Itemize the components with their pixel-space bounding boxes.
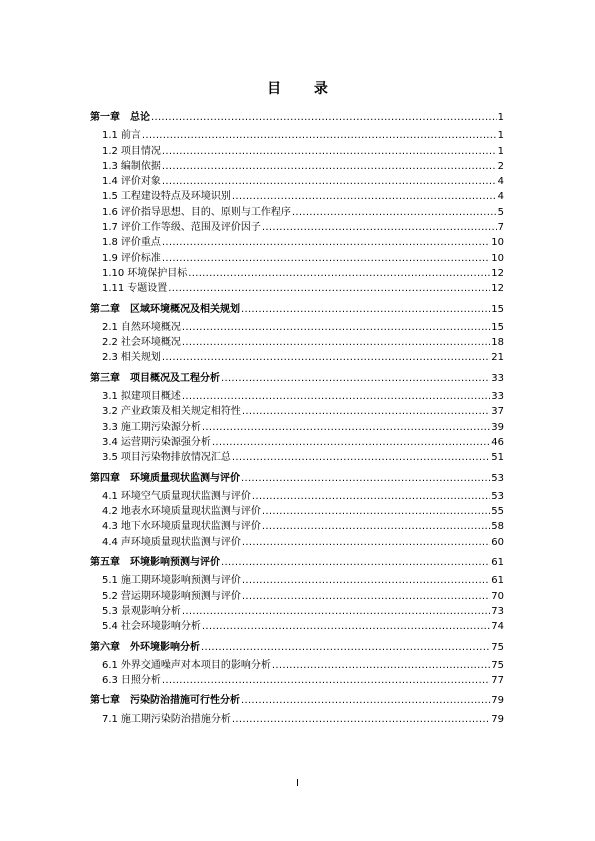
page-number: I xyxy=(296,778,299,789)
toc-entry-title: 评价重点 xyxy=(120,237,161,249)
toc-entry-number: 1.2 xyxy=(102,145,118,157)
toc-entry-number: 6.1 xyxy=(102,659,118,671)
toc-entry-title: 前言 xyxy=(120,130,141,142)
toc-chapter-entry[interactable] xyxy=(90,640,504,655)
toc-entry-number: 4.1 xyxy=(102,490,118,502)
toc-entry-page: 39 xyxy=(491,421,504,433)
toc-section-entry[interactable] xyxy=(90,220,504,235)
toc-section-entry[interactable] xyxy=(90,619,504,634)
toc-section-entry[interactable] xyxy=(90,573,504,588)
toc-leader-dots xyxy=(202,619,490,634)
toc-leader-dots xyxy=(272,658,490,673)
toc-entry-page: 12 xyxy=(491,267,504,279)
toc-entry-number: 6.3 xyxy=(102,675,118,687)
toc-entry-title: 专题设置 xyxy=(127,283,168,295)
toc-entry-title: 项目污染物排放情况汇总 xyxy=(120,452,231,464)
toc-entry-page: 53 xyxy=(491,472,504,484)
toc-leader-dots xyxy=(162,159,497,174)
toc-entry-title: 地表水环境质量现状监测与评价 xyxy=(120,506,261,518)
toc-entry-page: 74 xyxy=(491,621,504,633)
toc-leader-dots xyxy=(292,205,497,220)
toc-entry-number: 1.11 xyxy=(102,283,125,295)
toc-entry-title: 评价标准 xyxy=(120,252,161,264)
toc-section-entry[interactable] xyxy=(90,205,504,220)
toc-leader-dots xyxy=(162,350,490,365)
toc-leader-dots xyxy=(151,110,497,125)
toc-leader-dots xyxy=(241,693,490,708)
toc-entry-page: 7 xyxy=(497,222,504,234)
toc-leader-dots xyxy=(221,555,490,570)
toc-entry-number: 2.3 xyxy=(102,352,118,364)
toc-entry-title: 施工期污染源分析 xyxy=(120,421,201,433)
toc-entry-title: 评价对象 xyxy=(120,176,161,188)
toc-entry-title: 运营期污染源强分析 xyxy=(120,436,211,448)
toc-entry-title: 编制依据 xyxy=(120,160,161,172)
toc-leader-dots xyxy=(202,420,490,435)
toc-entry-page: 12 xyxy=(491,283,504,295)
toc-entry-number: 7.1 xyxy=(102,713,118,725)
toc-entry-number: 3.4 xyxy=(102,436,118,448)
toc-entry-number: 5.4 xyxy=(102,621,118,633)
toc-entry-number: 第七章 xyxy=(90,695,120,707)
toc-entry-title: 环境空气质量现状监测与评价 xyxy=(120,490,251,502)
toc-chapter-entry[interactable] xyxy=(90,371,504,386)
toc-entry-number: 1.1 xyxy=(102,130,118,142)
toc-entry-page: 70 xyxy=(491,590,504,602)
toc-entry-title: 区域环境概况及相关规划 xyxy=(130,303,240,315)
toc-entry-number: 第四章 xyxy=(90,472,120,484)
toc-entry-page: 15 xyxy=(491,303,504,315)
toc-leader-dots xyxy=(242,404,490,419)
toc-entry-number: 4.4 xyxy=(102,536,118,548)
toc-section-entry[interactable] xyxy=(90,144,504,159)
toc-entry-number: 1.8 xyxy=(102,237,118,249)
toc-chapter-entry[interactable] xyxy=(90,471,504,486)
toc-entry-title: 环境影响预测与评价 xyxy=(130,557,220,569)
toc-leader-dots xyxy=(241,302,490,317)
toc-chapter-entry[interactable] xyxy=(90,110,504,125)
toc-entry-page: 1 xyxy=(497,145,504,157)
toc-entry-page: 55 xyxy=(491,506,504,518)
toc-section-entry[interactable] xyxy=(90,189,504,204)
toc-leader-dots xyxy=(232,712,490,727)
toc-section-entry[interactable] xyxy=(90,281,504,296)
toc-entry-page: 4 xyxy=(497,191,504,203)
toc-section-entry[interactable] xyxy=(90,435,504,450)
toc-section-entry[interactable] xyxy=(90,450,504,465)
toc-entry-number: 3.5 xyxy=(102,452,118,464)
toc-entry-number: 第五章 xyxy=(90,557,120,569)
toc-leader-dots xyxy=(232,450,490,465)
toc-entry-title: 社会环境概况 xyxy=(120,337,181,349)
toc-entry-title: 工程建设特点及环境识别 xyxy=(120,191,231,203)
toc-entry-number: 4.3 xyxy=(102,521,118,533)
toc-entry-title: 项目概况及工程分析 xyxy=(130,372,220,384)
toc-entry-title: 外环境影响分析 xyxy=(130,641,200,653)
toc-entry-title: 地下水环境质量现状监测与评价 xyxy=(120,521,261,533)
toc-section-entry[interactable] xyxy=(90,350,504,365)
toc-leader-dots xyxy=(182,389,490,404)
toc-entry-page: 51 xyxy=(491,452,504,464)
toc-leader-dots xyxy=(242,573,490,588)
toc-entry-number: 第一章 xyxy=(90,112,120,123)
toc-leader-dots xyxy=(168,281,490,296)
toc-leader-dots xyxy=(262,504,490,519)
toc-entry-page: 75 xyxy=(491,659,504,671)
toc-entry-title: 施工期污染防治措施分析 xyxy=(120,713,231,725)
toc-entry-number: 1.10 xyxy=(102,267,125,279)
toc-entry-page: 60 xyxy=(491,536,504,548)
toc-entry-title: 景观影响分析 xyxy=(120,605,181,617)
toc-entry-number: 第三章 xyxy=(90,372,120,384)
toc-entry-number: 1.6 xyxy=(102,206,118,218)
toc-entry-page: 33 xyxy=(491,372,504,384)
toc-section-entry[interactable] xyxy=(90,489,504,504)
toc-leader-dots xyxy=(162,144,497,159)
toc-entry-page: 10 xyxy=(491,252,504,264)
toc-entry-number: 4.2 xyxy=(102,506,118,518)
toc-entry-number: 1.9 xyxy=(102,252,118,264)
toc-entry-number: 2.1 xyxy=(102,321,118,333)
toc-leader-dots xyxy=(262,220,497,235)
toc-section-entry[interactable] xyxy=(90,535,504,550)
toc-entry-title: 相关规划 xyxy=(120,352,161,364)
toc-entry-title: 日照分析 xyxy=(120,675,161,687)
toc-entry-page: 2 xyxy=(497,160,504,172)
toc-leader-dots xyxy=(212,435,490,450)
toc-entry-number: 5.1 xyxy=(102,575,118,587)
toc-leader-dots xyxy=(182,335,490,350)
toc-section-entry[interactable] xyxy=(90,335,504,350)
toc-section-entry[interactable] xyxy=(90,604,504,619)
toc-section-entry[interactable] xyxy=(90,420,504,435)
toc-entry-page: 53 xyxy=(491,490,504,502)
toc-entry-number: 1.7 xyxy=(102,222,118,234)
toc-section-entry[interactable] xyxy=(90,404,504,419)
toc-leader-dots xyxy=(242,589,490,604)
toc-entry-page: 75 xyxy=(491,641,504,653)
toc-entry-page: 1 xyxy=(497,130,504,142)
toc-entry-title: 营运期环境影响预测与评价 xyxy=(120,590,241,602)
toc-section-entry[interactable] xyxy=(90,519,504,534)
toc-entry-page: 61 xyxy=(491,557,504,569)
toc-section-entry[interactable] xyxy=(90,504,504,519)
toc-section-entry[interactable] xyxy=(90,320,504,335)
toc-entry-title: 评价工作等级、范围及评价因子 xyxy=(120,222,261,234)
toc-leader-dots xyxy=(201,640,490,655)
toc-entry-page: 73 xyxy=(491,605,504,617)
toc-entry-page: 1 xyxy=(497,112,504,123)
toc-section-entry[interactable] xyxy=(90,658,504,673)
toc-entry-title: 声环境质量现状监测与评价 xyxy=(120,536,241,548)
toc-entry-title: 环境质量现状监测与评价 xyxy=(130,472,240,484)
toc-entry-title: 拟建项目概述 xyxy=(120,391,181,403)
toc-leader-dots xyxy=(162,174,497,189)
toc-leader-dots xyxy=(241,471,490,486)
toc-entry-page: 15 xyxy=(491,321,504,333)
toc-leader-dots xyxy=(182,320,490,335)
toc-leader-dots xyxy=(262,519,490,534)
toc-entry-title: 污染防治措施可行性分析 xyxy=(130,695,240,707)
toc-section-entry[interactable] xyxy=(90,251,504,266)
toc-leader-dots xyxy=(252,489,490,504)
toc-entry-page: 61 xyxy=(491,575,504,587)
table-of-contents xyxy=(90,110,504,727)
toc-entry-page: 46 xyxy=(491,436,504,448)
toc-entry-title: 施工期环境影响预测与评价 xyxy=(120,575,241,587)
toc-section-entry[interactable] xyxy=(90,235,504,250)
toc-entry-title: 社会环境影响分析 xyxy=(120,621,201,633)
toc-entry-number: 1.3 xyxy=(102,160,118,172)
toc-entry-page: 21 xyxy=(491,352,504,364)
toc-entry-title: 自然环境概况 xyxy=(120,321,181,333)
toc-section-entry[interactable] xyxy=(90,266,504,281)
toc-leader-dots xyxy=(221,371,490,386)
toc-chapter-entry[interactable] xyxy=(90,302,504,317)
toc-section-entry[interactable] xyxy=(90,389,504,404)
toc-entry-number: 1.5 xyxy=(102,191,118,203)
toc-section-entry[interactable] xyxy=(90,589,504,604)
toc-entry-page: 10 xyxy=(491,237,504,249)
toc-entry-page: 18 xyxy=(491,337,504,349)
toc-entry-page: 77 xyxy=(491,675,504,687)
toc-entry-page: 5 xyxy=(497,206,504,218)
toc-section-entry[interactable] xyxy=(90,712,504,727)
toc-section-entry[interactable] xyxy=(90,174,504,189)
toc-leader-dots xyxy=(188,266,490,281)
toc-entry-number: 第二章 xyxy=(90,303,120,315)
toc-entry-page: 33 xyxy=(491,391,504,403)
toc-entry-title: 产业政策及相关规定相符性 xyxy=(120,406,241,418)
toc-entry-title: 环境保护目标 xyxy=(127,267,188,279)
toc-leader-dots xyxy=(162,235,490,250)
toc-leader-dots xyxy=(242,535,490,550)
toc-leader-dots xyxy=(162,673,490,688)
toc-entry-number: 第六章 xyxy=(90,641,120,653)
toc-section-entry[interactable] xyxy=(90,673,504,688)
toc-entry-number: 2.2 xyxy=(102,337,118,349)
toc-section-entry[interactable] xyxy=(90,128,504,143)
toc-section-entry[interactable] xyxy=(90,159,504,174)
toc-chapter-entry[interactable] xyxy=(90,555,504,570)
toc-chapter-entry[interactable] xyxy=(90,693,504,708)
toc-entry-page: 79 xyxy=(491,713,504,725)
toc-entry-number: 3.3 xyxy=(102,421,118,433)
toc-entry-number: 3.2 xyxy=(102,406,118,418)
toc-title: 目 录 xyxy=(267,81,342,97)
toc-entry-page: 37 xyxy=(491,406,504,418)
toc-entry-number: 1.4 xyxy=(102,176,118,188)
toc-entry-title: 外界交通噪声对本项目的影响分析 xyxy=(120,659,271,671)
toc-entry-page: 58 xyxy=(491,521,504,533)
toc-entry-title: 总论 xyxy=(130,112,150,123)
toc-entry-title: 项目情况 xyxy=(120,145,161,157)
toc-entry-page: 4 xyxy=(497,176,504,188)
toc-entry-number: 3.1 xyxy=(102,391,118,403)
toc-leader-dots xyxy=(232,189,497,204)
toc-entry-page: 79 xyxy=(491,695,504,707)
toc-leader-dots xyxy=(182,604,490,619)
toc-entry-number: 5.2 xyxy=(102,590,118,602)
toc-leader-dots xyxy=(142,128,497,143)
toc-entry-title: 评价指导思想、目的、原则与工作程序 xyxy=(120,206,291,218)
toc-leader-dots xyxy=(162,251,490,266)
toc-entry-number: 5.3 xyxy=(102,605,118,617)
